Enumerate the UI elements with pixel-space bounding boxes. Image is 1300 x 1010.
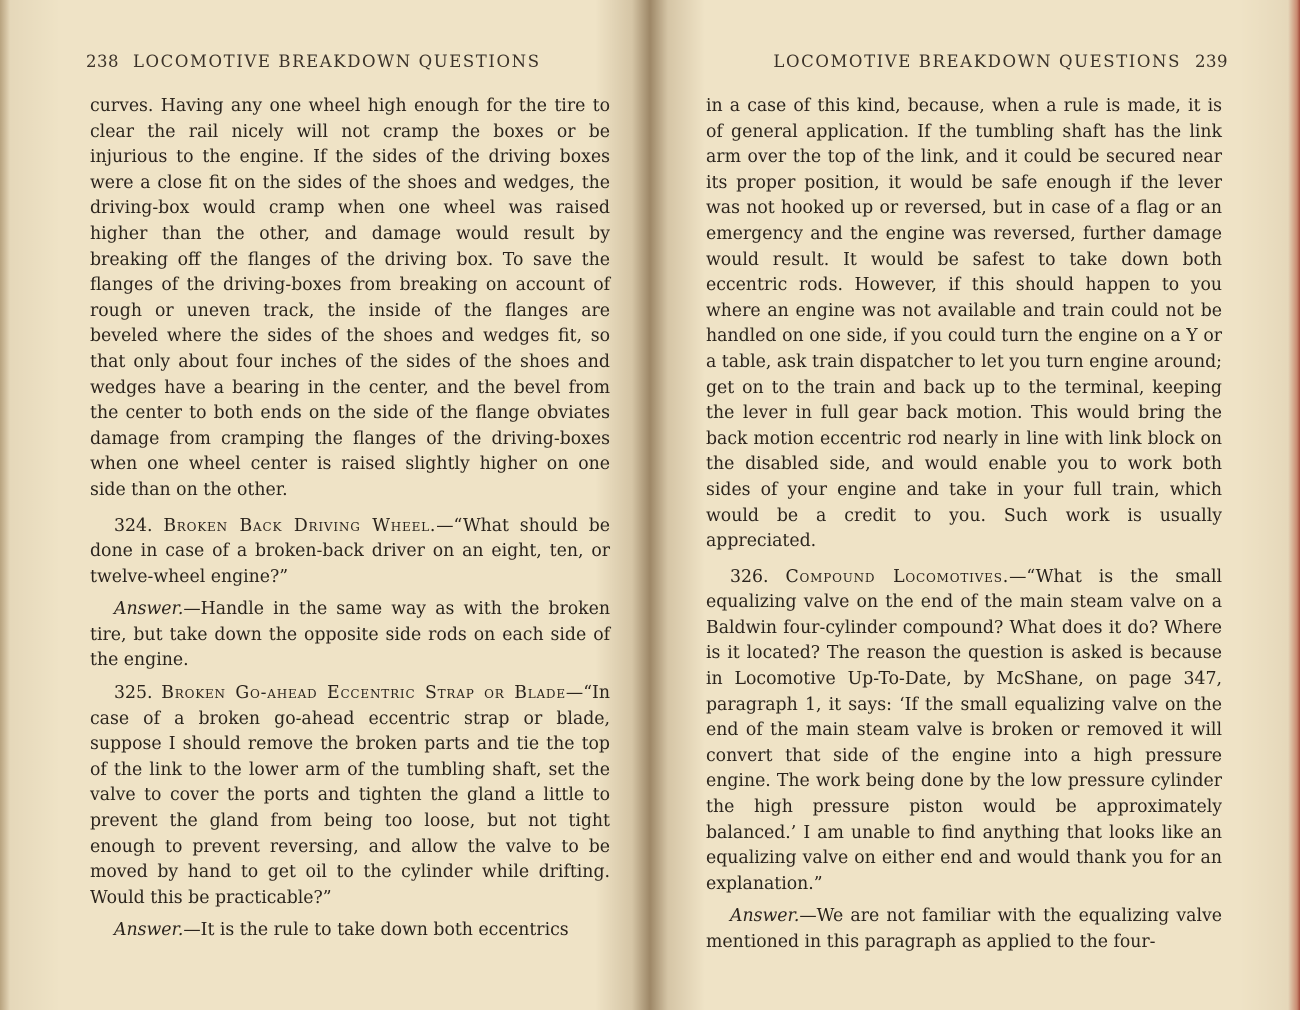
answer-326-label: Answer. [730, 906, 800, 927]
question-324-number: 324. [114, 515, 153, 536]
question-325-text: —“In case of a broken go-ahead eccentric strap or blade, suppose I should remove the broken parts and tie the top of the link to the lower arm of the tumbling shaft, set the valve to cover the ports and tighten the gland a little to prevent the gland from being too loose, but not tight enough to prevent reversing, and allow the valve to be moved by hand to get oil to the cylinder while drifting. Would this be practicable?” [90, 683, 610, 908]
left-running-title: LOCOMOTIVE BREAKDOWN QUESTIONS [133, 52, 541, 71]
question-326-text: —“What is the small equalizing valve on the end of the main steam valve on a Baldwin four-cylinder compound? What does it do? Where is it located? The reason the question is asked is because in Locomotive Up-To-Date, by McShane, on page 347, paragraph 1, it says: ‘If the small equalizing valve on the end of the main steam valve is broken or removed it will convert that side of the engine into a high pressure engine. The work being done by the low pressure cylinder the high pressure piston would be approximately balanced.’ I am unable to find anything that looks like an equalizing valve on either end and would thank you for an explanation.” [706, 566, 1222, 894]
question-325-number: 325. [114, 683, 153, 704]
left-page-number: 238 [86, 52, 119, 71]
right-page [650, 0, 1300, 1010]
question-324-heading: Broken Back Driving Wheel. [163, 515, 437, 536]
question-326-heading: Compound Locomotives. [785, 566, 1010, 587]
question-324 [90, 514, 610, 591]
answer-325-text: —It is the rule to take down both eccentrics [183, 920, 569, 941]
right-page-body [706, 94, 1222, 956]
answer-324 [90, 597, 610, 674]
left-running-head [86, 52, 541, 71]
right-running-head [773, 52, 1228, 71]
right-page-number: 239 [1195, 52, 1228, 71]
question-326 [706, 565, 1222, 898]
answer-326-text: —We are not familiar with the equalizing valve mentioned in this paragraph as applied to the four- [706, 906, 1222, 952]
question-325 [90, 681, 610, 911]
answer-326 [706, 904, 1222, 955]
answer-325-continued: in a case of this kind, because, when a rule is made, it is of general application. If the tumbling shaft has the link arm over the top of the link, and it could be secured near its proper position, it would be safe enough if the lever was not hooked up or reversed, but in case of a flag or an emergency and the engine was reversed, further damage would result. It would be safest to take down both eccentric rods. However, if this should happen to you where an engine was not available and train could not be handled on one side, if you could turn the engine on a Y or a table, ask train dispatcher to let you turn engine around; get on to the train and back up to the terminal, keeping the lever in full gear back motion. This would bring the back motion eccentric rod nearly in line with link block on the disabled side, and would enable you to work both sides of your engine and take in your full train, which would be a credit to you. Such work is usually appreciated. [706, 96, 1222, 552]
question-326-number: 326. [730, 566, 769, 587]
answer-324-label: Answer. [114, 599, 184, 620]
question-325-heading: Broken Go-ahead Eccentric Strap or Blade [161, 683, 566, 704]
question-324-text: —“What should be done in case of a broken-back driver on an eight, ten, or twelve-wheel engine?” [90, 515, 611, 587]
left-page-body [90, 94, 610, 944]
continued-paragraph: curves. Having any one wheel high enough for the tire to clear the rail nicely will not cramp the boxes or be injurious to the engine. If the sides of the driving boxes were a close fit on the sides of the shoes and wedges, the driving-box would cramp when one wheel was raised higher than the other, and damage would result by breaking off the flanges of the driving box. To save the flanges of the driving-boxes from breaking on account of rough or uneven track, the inside of the flanges are beveled where the sides of the shoes and wedges fit, so that only about four inches of the sides of the shoes and wedges have a bearing in the center, and the bevel from the center to both ends on the side of the flange obviates damage from cramping the flanges of the driving-boxes when one wheel center is raised slightly higher on one side than on the other. [90, 96, 610, 500]
right-running-title: LOCOMOTIVE BREAKDOWN QUESTIONS [773, 52, 1181, 71]
answer-325-label: Answer. [114, 920, 184, 941]
answer-324-text: —Handle in the same way as with the broken tire, but take down the opposite side rods on each side of the engine. [90, 599, 610, 671]
answer-325 [90, 918, 610, 944]
